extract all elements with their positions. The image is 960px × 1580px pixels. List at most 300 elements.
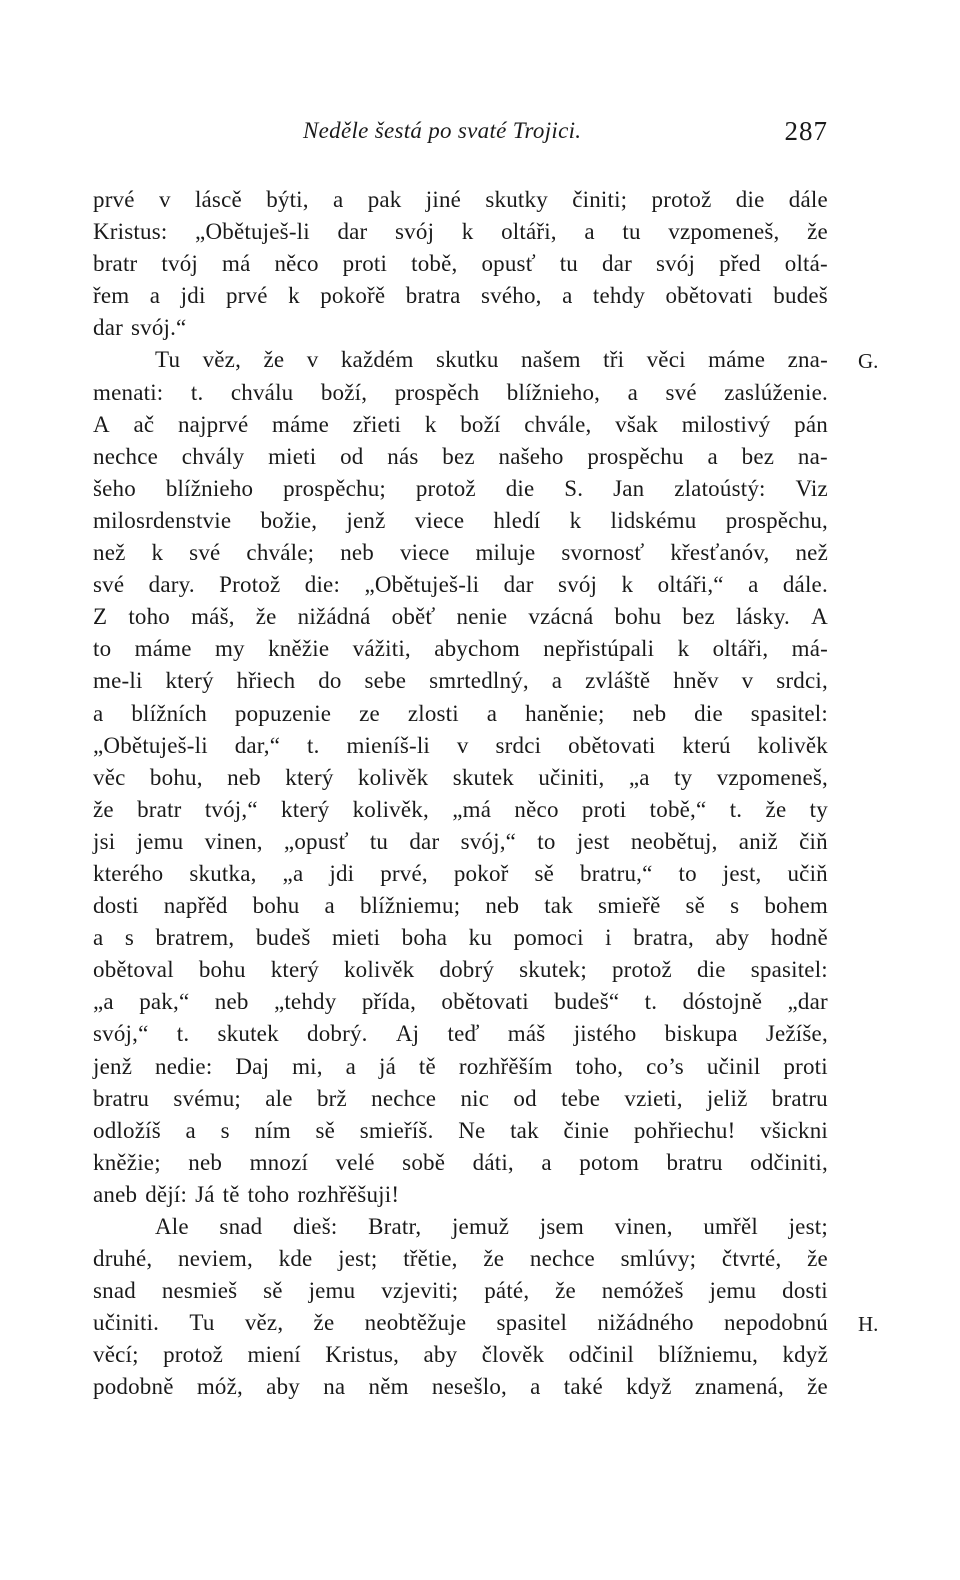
word: bez [682, 604, 715, 630]
word: k [461, 219, 474, 245]
text-line [93, 248, 828, 280]
word: miluje [475, 540, 536, 566]
text-line [93, 665, 828, 697]
word: rozhřěšuji! [297, 1181, 400, 1207]
text-line [93, 762, 828, 794]
word: přída, [361, 989, 417, 1015]
word: učiniti, [538, 764, 605, 790]
word: milostivý [681, 411, 771, 437]
word: prvé, [380, 860, 428, 886]
word: co’s [646, 1053, 684, 1079]
word: má [221, 251, 251, 277]
word: mnozí [249, 1149, 309, 1175]
word: bratra, [633, 925, 694, 951]
text-line [93, 922, 828, 954]
word: blížniemu; [359, 893, 461, 919]
word: jeliž [706, 1085, 748, 1111]
word: něco [514, 796, 559, 822]
margin-note: G. [858, 348, 879, 373]
word: odložíš [93, 1117, 161, 1143]
word: zvláště [585, 668, 651, 694]
word: tobě,“ [649, 796, 707, 822]
word: haněnie; [525, 700, 605, 726]
word: našem [520, 347, 581, 373]
word: svój [655, 251, 696, 277]
text-line [93, 890, 828, 922]
word: pomoci [513, 925, 584, 951]
word: sě [685, 893, 706, 919]
word: neviem, [178, 1246, 253, 1272]
word: že [263, 347, 285, 373]
word: neb [214, 989, 249, 1015]
word: a [748, 572, 759, 598]
text-line [93, 312, 828, 344]
word: a [562, 283, 573, 309]
word: dobrý [439, 957, 495, 983]
word: páté, [484, 1278, 530, 1304]
text-line [93, 1179, 828, 1211]
word: dar [93, 315, 123, 341]
text-line [93, 954, 828, 986]
word: a [707, 443, 718, 469]
word: dary. [148, 572, 195, 598]
word: protož [651, 187, 712, 212]
word: a [93, 925, 104, 951]
word: boží, [320, 379, 368, 405]
word: když [626, 1374, 672, 1400]
word: našeho [498, 443, 564, 469]
word: boha [401, 925, 448, 951]
word: chvále, [524, 411, 592, 437]
word: skutek [217, 1021, 279, 1047]
word: „dar [787, 989, 828, 1015]
word: bohu, [149, 764, 203, 790]
word: kolivěk [757, 732, 828, 758]
word: Viz [795, 475, 828, 501]
word: napřěd [163, 893, 228, 919]
word: „opusť [283, 828, 349, 854]
body-text [93, 184, 828, 1404]
word: býti, [266, 187, 309, 212]
word: k [288, 283, 300, 309]
word: který [165, 668, 214, 694]
word: dar [337, 219, 368, 245]
word: tě [222, 1181, 240, 1207]
word: já [379, 1053, 396, 1079]
word: věci [646, 347, 686, 373]
word: a [345, 1053, 357, 1079]
word: bratru [93, 1085, 150, 1111]
word: nic [460, 1085, 490, 1111]
word: že [765, 796, 787, 822]
word: obětovati [441, 989, 529, 1015]
word: obětoval [93, 957, 174, 983]
word: máš [507, 1021, 546, 1047]
word: Ježíše, [765, 1021, 828, 1047]
word: nepodobnú [723, 1310, 828, 1336]
word: který [270, 957, 319, 983]
word: tvój,“ [204, 796, 258, 822]
word: oltáři, [501, 219, 557, 245]
word: řem [93, 283, 130, 309]
word: die [505, 475, 535, 501]
word: potom [579, 1149, 640, 1175]
word: pak,“ [139, 989, 190, 1015]
text-line [93, 601, 828, 633]
word: die: [304, 572, 341, 598]
word: ač [133, 411, 155, 437]
word: aby [266, 1374, 300, 1400]
word: bratr [93, 251, 138, 277]
word: jenž [93, 1053, 133, 1079]
word: čtvrté, [721, 1246, 782, 1272]
word: a [627, 379, 639, 405]
word: vážiti, [352, 636, 411, 662]
word: oltáři,“ [657, 572, 724, 598]
word: nižádného [597, 1310, 694, 1336]
word: své [189, 540, 221, 566]
word: proti [342, 251, 388, 277]
word: smieříš. [359, 1117, 434, 1143]
word: a [551, 668, 563, 694]
word: kterého [93, 860, 164, 886]
word: zaslúženie. [724, 379, 828, 405]
word: šeho [93, 475, 136, 501]
word: Bratr, [368, 1214, 422, 1239]
text-line [93, 1083, 828, 1115]
word: smrtedlný, [429, 668, 529, 694]
text-line [93, 184, 828, 216]
word: nesmieš [161, 1278, 238, 1304]
word: mieti [268, 443, 317, 469]
word: že [555, 1278, 576, 1304]
word: A [93, 411, 110, 437]
word: skutku [435, 347, 499, 373]
word: velé [335, 1149, 375, 1175]
text-line [93, 1211, 828, 1243]
running-title: Neděle šestá po svaté Trojici. [303, 118, 582, 143]
word: že [807, 1374, 828, 1400]
word: dobrý. [307, 1021, 368, 1047]
word: že [807, 219, 828, 245]
word: „Obětuješ-li [364, 572, 480, 598]
word: k [151, 540, 164, 566]
word: proti [581, 796, 627, 822]
word: znamená, [694, 1374, 784, 1400]
word: k [621, 572, 634, 598]
word: i [605, 925, 612, 951]
word: od [513, 1085, 537, 1111]
word: Protož [219, 572, 281, 598]
word: s [220, 1117, 230, 1143]
text-line [93, 1339, 828, 1371]
word: viece [399, 540, 450, 566]
word: ze [359, 700, 380, 726]
word: od [340, 443, 364, 469]
word: dar [602, 251, 632, 277]
word: skutka, [189, 860, 257, 886]
word: nižádná [297, 604, 371, 630]
word: mieti [331, 925, 381, 951]
word: skutek [452, 764, 514, 790]
word: miení [247, 1342, 301, 1368]
text-line [93, 1275, 828, 1307]
word: dále. [782, 572, 828, 598]
word: zlatoústý: [674, 475, 766, 501]
word: nechce [371, 1085, 437, 1111]
word: kolivěk [357, 764, 429, 790]
text-line [93, 505, 828, 537]
word: jest, [722, 860, 762, 886]
word: máme [134, 636, 192, 662]
word: láscě [194, 187, 242, 212]
word: bohem [764, 893, 828, 919]
word: mieníš-li [346, 732, 431, 758]
word: vzieti, [624, 1085, 683, 1111]
word: v [306, 347, 319, 373]
word: jistého [573, 1021, 637, 1047]
word: neb [632, 700, 667, 726]
word: nesešlo, [431, 1374, 507, 1400]
word: jemu [308, 1278, 356, 1304]
word: Aj [395, 1021, 420, 1047]
word: die [694, 700, 723, 726]
word: dar [409, 828, 440, 854]
word: prvé [93, 187, 135, 212]
word: dále [788, 187, 828, 212]
word: tobě, [411, 251, 458, 277]
text-line [93, 216, 828, 248]
word: svého, [481, 283, 542, 309]
word: něm [368, 1374, 409, 1400]
word: vzpomeneš, [716, 764, 828, 790]
word: do [318, 668, 342, 694]
word: móž, [196, 1374, 243, 1400]
word: pokoř [453, 860, 509, 886]
word: lidskému [610, 507, 697, 533]
text-line [93, 441, 828, 473]
text-line [93, 1307, 828, 1339]
word: svój,“ [93, 1021, 149, 1047]
word: než [93, 540, 126, 566]
word: biskupa [664, 1021, 738, 1047]
word: odčinil [568, 1342, 634, 1368]
text-line [93, 377, 828, 409]
word: snad [93, 1278, 136, 1304]
word: neb [485, 893, 520, 919]
word: jdi [329, 860, 355, 886]
text-line [93, 1147, 828, 1179]
word: své [665, 379, 697, 405]
word: neb [188, 1149, 223, 1175]
word: aby [715, 925, 750, 951]
text-line [93, 344, 828, 376]
word: oltáři, [712, 636, 769, 662]
word: něco [274, 251, 319, 277]
word: Jan [613, 475, 645, 501]
word: proti [783, 1053, 828, 1079]
word: božie, [260, 507, 318, 533]
word: činie [563, 1117, 610, 1143]
word: vzjeviti; [381, 1278, 459, 1304]
word: s [124, 925, 135, 951]
word: prvé [225, 283, 268, 309]
text-line [93, 730, 828, 762]
word: bez [442, 443, 475, 469]
word: bez [741, 443, 775, 469]
text-line [93, 537, 828, 569]
word: zna- [787, 347, 828, 373]
word: s [730, 893, 740, 919]
word: „tehdy [273, 989, 337, 1015]
word: kněžie; [93, 1149, 161, 1175]
word: neb [227, 764, 261, 790]
word: bratru [771, 1085, 828, 1111]
word: vzácná [528, 604, 594, 630]
word: jsem [539, 1214, 585, 1239]
word: chvály [181, 443, 245, 469]
word: abychom [434, 636, 520, 662]
word: sě [534, 860, 555, 886]
word: nemóžeš [601, 1278, 684, 1304]
word: a [333, 187, 344, 212]
word: Daj [235, 1053, 270, 1079]
word: který [285, 764, 334, 790]
word: neobětuj, [630, 828, 718, 854]
text-line [93, 409, 828, 441]
word: blížnieho, [506, 379, 601, 405]
word: učiniti. [93, 1310, 160, 1336]
word: obětovati [665, 283, 753, 309]
word: věz, [244, 1310, 284, 1336]
word: kterú [682, 732, 731, 758]
word: a [530, 1374, 541, 1400]
word: boží [460, 411, 501, 437]
text-line [93, 1018, 828, 1050]
word: bratra [405, 283, 461, 309]
word: k [424, 411, 437, 437]
word: Tu [155, 347, 181, 373]
word: sě [315, 1117, 336, 1143]
word: brž [316, 1085, 347, 1111]
word: budeš [255, 925, 311, 951]
word: svému; [173, 1085, 242, 1111]
word: vinen, [204, 828, 263, 854]
word: tak [510, 1117, 539, 1143]
word: smlúvy; [620, 1246, 697, 1272]
word: milosrdenstvie [93, 507, 232, 533]
word: v [741, 668, 754, 694]
word: křesťanóv, [670, 540, 770, 566]
word: oběť [391, 604, 436, 630]
word: ty [809, 796, 828, 822]
word: máš, [191, 604, 235, 630]
word: neobtěžuje [364, 1310, 467, 1336]
word: jemu [709, 1278, 757, 1304]
word: mi, [292, 1053, 323, 1079]
word: každém [340, 347, 414, 373]
word: tu [622, 219, 641, 245]
word: však [615, 411, 659, 437]
text-line [93, 280, 828, 312]
word: že [483, 1246, 505, 1272]
word: že [93, 796, 114, 822]
word: a [149, 283, 161, 309]
word: tu [559, 251, 579, 277]
text-line [93, 858, 828, 890]
word: jiné [425, 187, 462, 212]
word: a [185, 1117, 196, 1143]
word: spasitel [496, 1310, 568, 1336]
word: toho [128, 604, 171, 630]
word: „a [628, 764, 650, 790]
word: teď [447, 1021, 480, 1047]
word: rozhřěším [458, 1053, 553, 1079]
word: k [677, 636, 690, 662]
word: jdi [180, 283, 206, 309]
word: čiň [799, 828, 828, 854]
word: tři [603, 347, 625, 373]
word: bratrem, [155, 925, 235, 951]
word: toho, [575, 1053, 624, 1079]
word: budeš“ [554, 989, 620, 1015]
word: ku [468, 925, 493, 951]
word: a [584, 219, 595, 245]
word: nepřistúpali [543, 636, 655, 662]
word: kde [278, 1246, 313, 1272]
word: svój,“ [460, 828, 517, 854]
word: t. [190, 379, 204, 405]
word: oltá- [784, 251, 828, 277]
word: svój.“ [130, 315, 187, 341]
word: „a [93, 989, 114, 1015]
word: na [323, 1374, 346, 1400]
text-line [93, 986, 828, 1018]
word: věc [93, 764, 126, 790]
word: ním [254, 1117, 291, 1143]
word: věz, [202, 347, 242, 373]
word: dosti [782, 1278, 828, 1304]
word: jemuž [451, 1214, 510, 1239]
text-line [93, 1051, 828, 1083]
word: Ne [458, 1117, 486, 1143]
word: dóstojně [682, 989, 763, 1015]
word: viece [414, 507, 465, 533]
word: t. [176, 1021, 190, 1047]
word: Kristus, [325, 1342, 400, 1368]
word: nechce [529, 1246, 595, 1272]
word: me-li [93, 668, 143, 694]
word: jenž [346, 507, 386, 533]
word: prospěchu, [725, 507, 828, 533]
word: spasitel: [750, 700, 828, 726]
word: protož [611, 957, 672, 983]
word: bohu [198, 957, 246, 983]
word: hřiech [236, 668, 296, 694]
text-line [93, 698, 828, 730]
text-line [93, 826, 828, 858]
word: vinen, [614, 1214, 673, 1239]
word: t. [729, 796, 743, 822]
word: že [807, 1246, 828, 1272]
text-line [93, 1371, 828, 1403]
text-line [93, 473, 828, 505]
word: má- [791, 636, 828, 662]
word: sobě [402, 1149, 446, 1175]
word: když [782, 1342, 828, 1368]
word: protož [163, 1342, 224, 1368]
word: blížniemu, [658, 1342, 759, 1368]
